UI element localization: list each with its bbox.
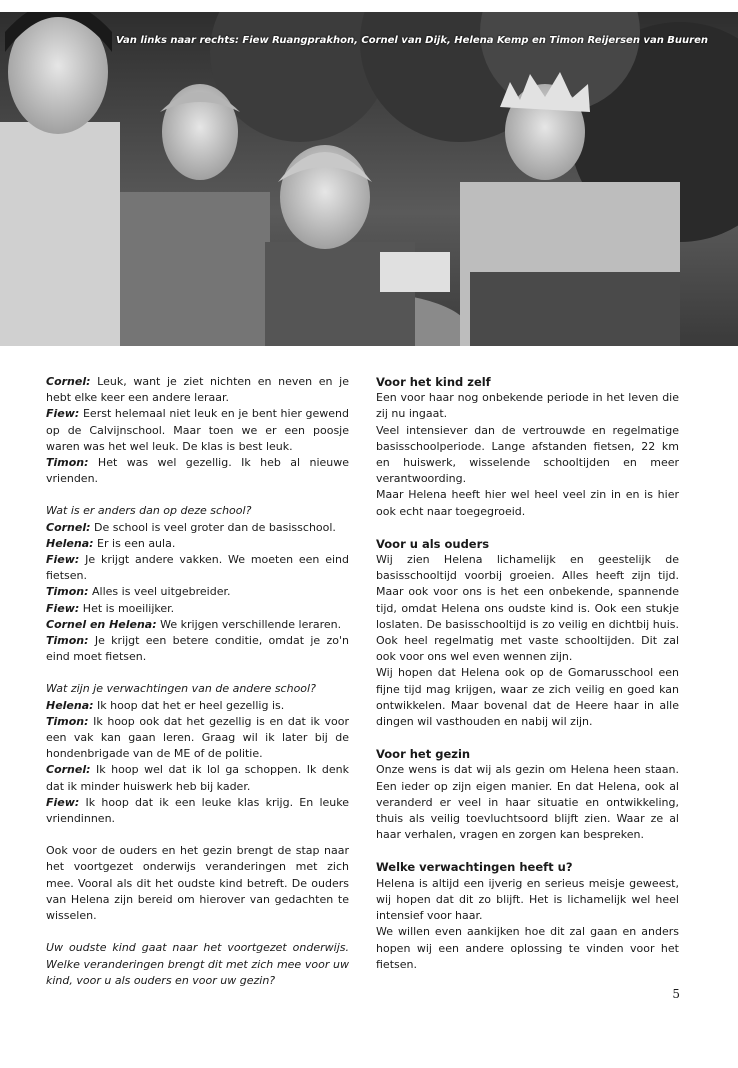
interview-line: Timon: Alles is veel uitgebreider. — [46, 585, 231, 599]
section-paragraph: Een voor haar nog onbekende periode in het leven die zij nu ingaat. — [376, 391, 679, 421]
section-heading: Voor u als ouders — [376, 536, 490, 551]
intro-parents: Ook voor de ouders en het gezin brengt de stap naar het voortgezet onderwijs veranderingen met zich mee. Vooral als dit het oudste kind betreft. De ouders van Helena zijn bereid om hierover van gedachten te wisselen. — [46, 844, 349, 923]
interview-line: Fiew: Je krijgt andere vakken. We moeten een eind fietsen. — [46, 553, 349, 583]
interview-line: Helena: Ik hoop dat het er heel gezellig is. — [46, 698, 285, 712]
section-heading: Voor het kind zelf — [376, 375, 491, 389]
interview-line: Timon: Het was wel gezellig. Ik heb al nieuwe vrienden. — [46, 456, 349, 486]
section-heading: Welke verwachtingen heeft u? — [376, 860, 573, 875]
interview-line: Cornel en Helena: We krijgen verschillende leraren. — [46, 617, 342, 631]
section-paragraph: Wij hopen dat Helena ook op de Gomarusschool een fijne tijd mag krijgen, waar ze zich veilig en goed kan ontwikkelen. Maar bovenal dat de Heere haar in alle dingen wil vasthouden en nabij wil zijn. — [376, 666, 679, 729]
section-paragraph: Onze wens is dat wij als gezin om Helena heen staan. Een ieder op zijn eigen manier. En dat Helena, ook al veranderd er veel in haar situatie en ontwikkeling, thuis als veilig toevluchtsoord blijft zien. Waar ze al haar verhalen, vragen en zorgen kan bespreken. — [376, 763, 679, 842]
interview-line: Timon: Ik hoop ook dat het gezellig is en dat ik voor een vak kan gaan leren. Graag wil ik later bij de hondenbrigade van de ME of de politie. — [46, 714, 349, 761]
interview-line: Helena: Er is een aula. — [46, 536, 176, 550]
photo-illustration — [0, 12, 738, 346]
interview-question: Wat is er anders dan op deze school? — [46, 504, 252, 518]
group-photo — [0, 12, 738, 346]
interview-line: Fiew: Eerst helemaal niet leuk en je bent hier gewend op de Calvijnschool. Maar toen we er een poosje waren was het wel leuk. De klas is best leuk. — [46, 407, 349, 453]
page-number: 5 — [672, 987, 680, 1001]
section-paragraph: Helena is altijd een ijverig en serieus meisje geweest, wij hopen dat dit zo blijft. Het is lichamelijk wel heel intensief voor haar. — [376, 876, 679, 923]
section-paragraph: Wij zien Helena lichamelijk en geestelijk de basisschooltijd voorbij groeien. Alles heeft zijn tijd. Maar ook voor ons is het een onbekende, spannende tijd, omdat Helena ons oudste kind is. Ook een stukje loslaten. De basisschooltijd is zo veilig en dichtbij huis. Ook heel regelmatig met vaste schooltijden. Dit zal ook voor ons wel even wennen zijn. — [376, 553, 679, 664]
section-paragraph: Veel intensiever dan de vertrouwde en regelmatige basisschoolperiode. Lange afstanden fietsen, 22 km en huiswerk, wisselende schooltijden en meer verantwoording. — [376, 423, 679, 486]
parents-column — [376, 374, 679, 973]
section-paragraph: Maar Helena heeft hier wel heel veel zin in en is hier ook echt naar toegegroeid. — [376, 488, 679, 518]
interview-line: Cornel: Ik hoop wel dat ik lol ga schoppen. Ik denk dat ik minder huiswerk heb bij kader. — [46, 763, 349, 793]
interview-line: Cornel: De school is veel groter dan de basisschool. — [46, 520, 336, 534]
interview-question: Wat zijn je verwachtingen van de andere school? — [46, 682, 316, 696]
interview-line: Fiew: Ik hoop dat ik een leuke klas krijg. En leuke vriendinnen. — [46, 795, 349, 826]
section-heading: Voor het gezin — [376, 747, 471, 762]
interview-column — [46, 374, 349, 989]
interview-line: Timon: Je krijgt een betere conditie, omdat je zo'n eind moet fietsen. — [46, 634, 349, 664]
section-paragraph: We willen even aankijken hoe dit zal gaan en anders hopen wij een andere oplossing te vinden voor het fietsen. — [376, 925, 679, 971]
question-parents: Uw oudste kind gaat naar het voortgezet onderwijs. Welke veranderingen brengt dit met zich mee voor uw kind, voor u als ouders en voor uw gezin? — [46, 941, 349, 987]
interview-line: Cornel: Leuk, want je ziet nichten en neven en je hebt elke keer een andere leraar. — [46, 375, 349, 405]
interview-line: Fiew: Het is moeilijker. — [46, 601, 175, 615]
photo-caption: Van links naar rechts: Fiew Ruangprakhon, Cornel van Dijk, Helena Kemp en Timon Reijersen van Buuren — [116, 35, 708, 46]
